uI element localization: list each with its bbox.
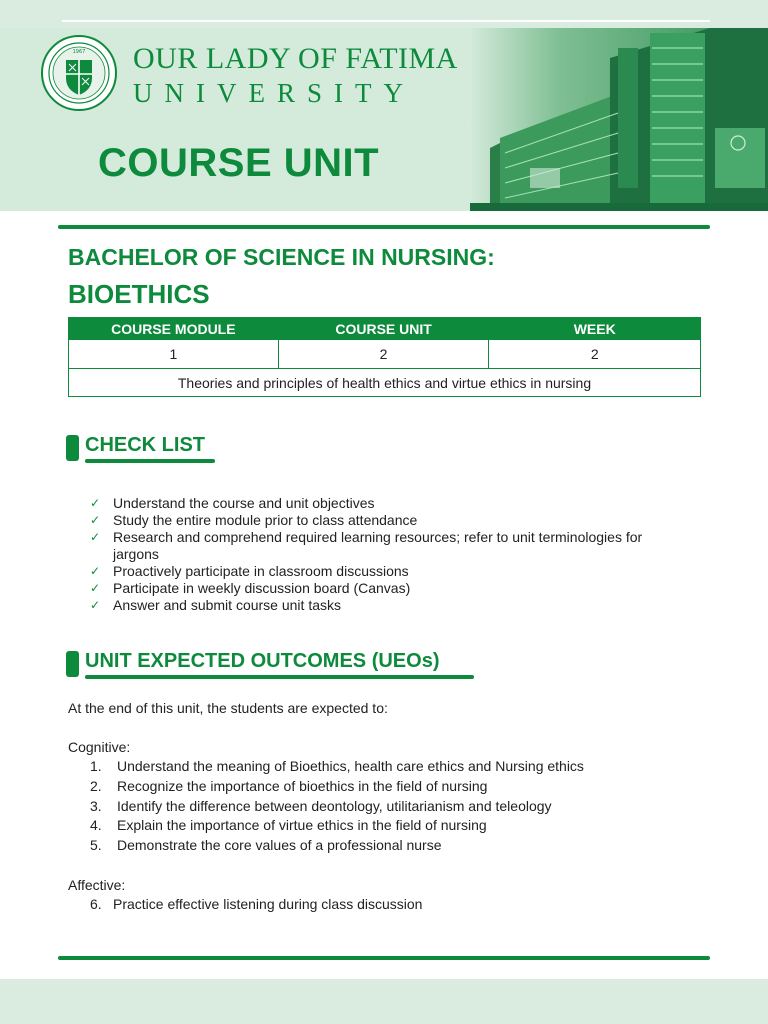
list-item (90, 580, 690, 597)
cognitive-outcomes-list (88, 757, 584, 856)
unit-description: Theories and principles of health ethics and virtue ethics in nursing (69, 369, 701, 397)
list-item (88, 757, 584, 777)
campus-building-image (470, 28, 768, 211)
list-item-text: Understand the course and unit objectives (113, 495, 375, 511)
table-header-row (69, 318, 701, 340)
university-seal-icon (40, 34, 118, 112)
heading-accent-bar (66, 435, 79, 461)
list-number: 4. (90, 817, 102, 834)
check-mark-icon: ✓ (90, 513, 101, 527)
header-course-unit: COURSE UNIT (278, 318, 489, 340)
list-item-text: Understand the meaning of Bioethics, health care ethics and Nursing ethics (117, 758, 584, 774)
list-item (88, 816, 584, 836)
header-banner (0, 28, 768, 211)
footer-band (0, 979, 768, 1024)
affective-outcomes-list (88, 895, 422, 915)
list-item-text: Demonstrate the core values of a professional nurse (117, 837, 442, 854)
program-title: BACHELOR OF SCIENCE IN NURSING: (68, 244, 495, 270)
value-week: 2 (489, 340, 701, 369)
table-row (69, 340, 701, 369)
list-item (90, 597, 690, 614)
list-item-text: Practice effective listening during class discussion (113, 896, 423, 912)
course-info-table (68, 317, 701, 397)
list-item (90, 563, 690, 580)
list-number: 1. (90, 758, 102, 774)
list-item-text: Identify the difference between deontology, utilitarianism and teleology (117, 797, 552, 814)
subject-title: BIOETHICS (68, 279, 210, 309)
heading-accent-bar (66, 651, 79, 677)
university-name-line2: UNIVERSITY (133, 78, 415, 108)
list-number: 3. (90, 797, 102, 814)
list-item (90, 495, 690, 512)
document-title: COURSE UNIT (98, 141, 380, 185)
footer-rule (58, 956, 710, 960)
list-item (90, 512, 690, 529)
check-mark-icon: ✓ (90, 496, 101, 510)
university-name (133, 44, 458, 107)
header-rule (58, 225, 710, 229)
list-item-text: Explain the importance of virtue ethics in the field of nursing (117, 817, 487, 834)
check-mark-icon: ✓ (90, 530, 101, 544)
list-item (90, 529, 690, 563)
top-strip (0, 0, 768, 28)
seal-year: 1967 (72, 49, 86, 55)
list-item (88, 836, 584, 856)
list-item-text: Proactively participate in classroom discussions (113, 563, 409, 579)
checklist-heading-text: CHECK LIST (85, 434, 205, 456)
outcomes-heading-text: UNIT EXPECTED OUTCOMES (UEOs) (85, 650, 440, 672)
heading-underline (85, 459, 215, 463)
list-item-text: Study the entire module prior to class attendance (113, 512, 418, 528)
check-mark-icon: ✓ (90, 564, 101, 578)
list-number: 2. (90, 777, 102, 794)
table-row (69, 369, 701, 397)
list-item (88, 895, 422, 915)
check-mark-icon: ✓ (90, 581, 101, 595)
affective-label: Affective: (68, 877, 126, 893)
value-course-unit: 2 (278, 340, 489, 369)
check-mark-icon: ✓ (90, 598, 101, 612)
list-number: 5. (90, 837, 102, 854)
header-course-module: COURSE MODULE (69, 318, 279, 340)
value-course-module: 1 (69, 340, 279, 369)
header-week: WEEK (489, 318, 701, 340)
outcomes-intro: At the end of this unit, the students are expected to: (68, 700, 388, 716)
list-item-text: Recognize the importance of bioethics in the field of nursing (117, 777, 488, 794)
cognitive-label: Cognitive: (68, 739, 131, 755)
list-item-text: Research and comprehend required learning resources; refer to unit terminologies for jargons (113, 529, 643, 562)
list-item (88, 797, 584, 817)
checklist (90, 495, 690, 614)
university-name-line1: OUR LADY OF FATIMA (133, 42, 458, 75)
heading-underline (85, 675, 474, 679)
list-item-text: Participate in weekly discussion board (Canvas) (113, 580, 411, 596)
list-item (88, 777, 584, 797)
list-number: 6. (90, 896, 102, 912)
top-divider (62, 20, 710, 22)
list-item-text: Answer and submit course unit tasks (113, 597, 341, 613)
